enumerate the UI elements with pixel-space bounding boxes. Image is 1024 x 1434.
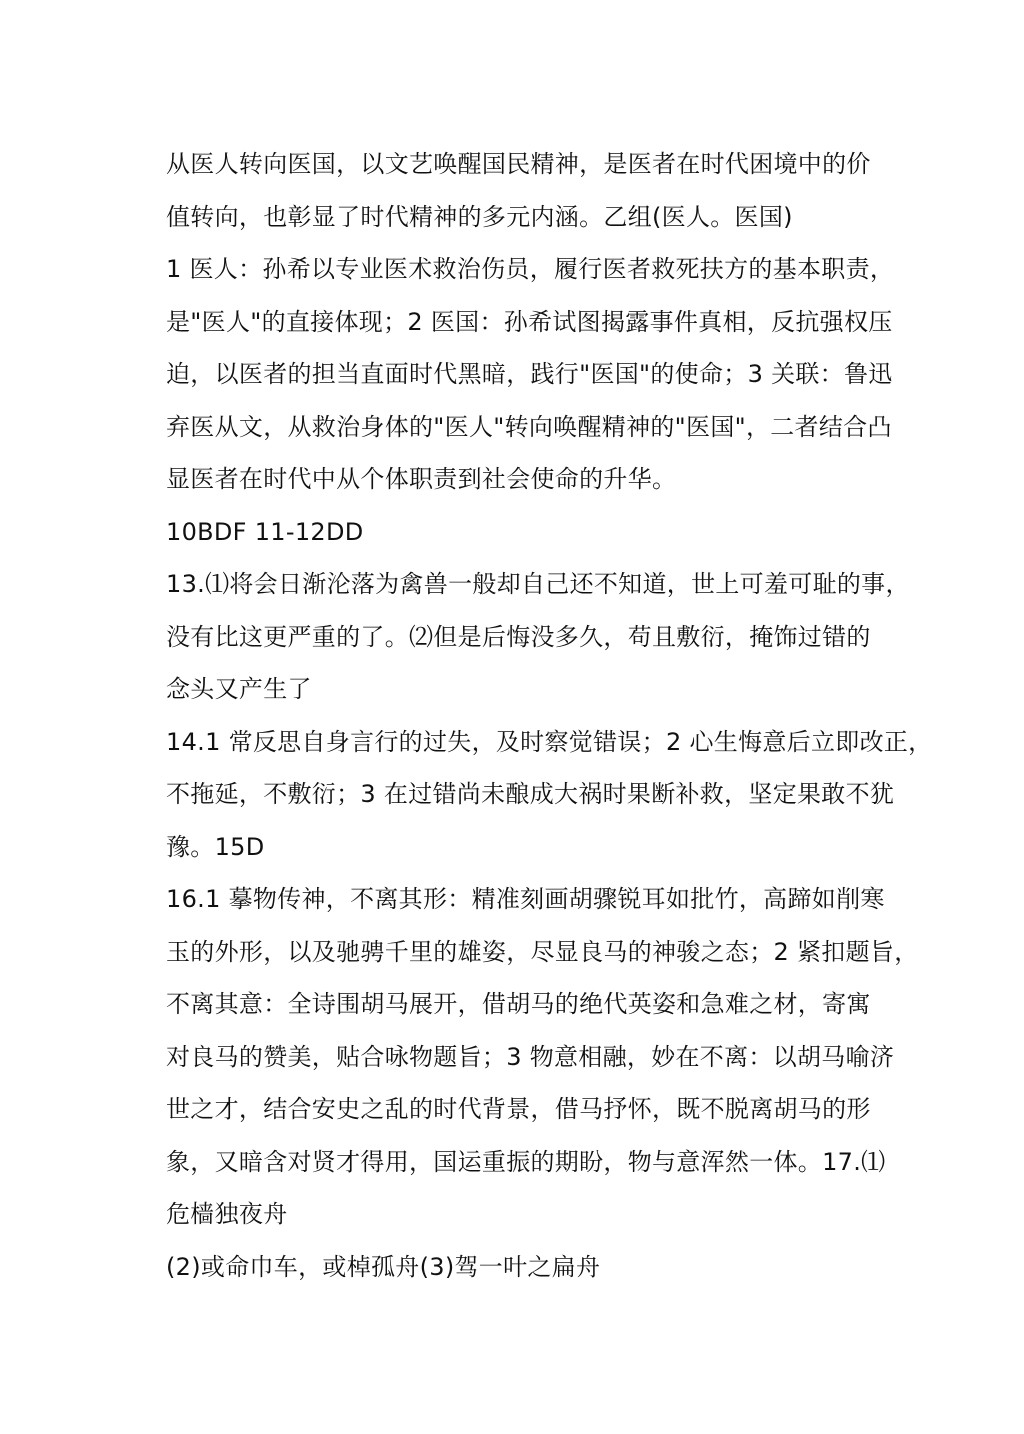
text-line: 13.⑴将会日渐沦落为禽兽一般却自己还不知道，世上可羞可耻的事，: [166, 570, 910, 598]
text-line: 14.1 常反思自身言行的过失，及时察觉错误；2 心生悔意后立即改正，: [166, 727, 933, 756]
text-line: (2)或命巾车，或棹孤舟(3)驾一叶之扁舟: [166, 1252, 601, 1281]
text-line: 1 医人：孙希以专业医术救治伤员，履行医者救死扶方的基本职责，: [166, 255, 895, 283]
text-line: 世之才，结合安史之乱的时代背景，借马抒怀，既不脱离胡马的形: [166, 1095, 871, 1123]
text-line: 豫。15D: [166, 832, 265, 861]
text-line: 不离其意：全诗围胡马展开，借胡马的绝代英姿和急难之材，寄寓: [166, 990, 871, 1018]
answer-text-block: [166, 138, 933, 1293]
text-line: 危樯独夜舟: [166, 1200, 288, 1228]
text-line: 迫，以医者的担当直面时代黑暗，践行"医国"的使命；3 关联：鲁迅: [166, 360, 893, 388]
text-line: 10BDF 11-12DD: [166, 517, 364, 546]
text-line: 没有比这更严重的了。⑵但是后悔没多久，苟且敷衍，掩饰过错的: [166, 622, 871, 651]
text-line: 值转向，也彰显了时代精神的多元内涵。乙组(医人。医国): [166, 202, 793, 231]
text-line: 16.1 摹物传神，不离其形：精准刻画胡骤锐耳如批竹，高蹄如削寒: [166, 885, 885, 913]
text-line: 对良马的赞美，贴合咏物题旨；3 物意相融，妙在不离：以胡马喻济: [166, 1042, 895, 1071]
text-line: 显医者在时代中从个体职责到社会使命的升华。: [166, 465, 677, 493]
text-line: 不拖延，不敷衍；3 在过错尚未酿成大祸时果断补救，坚定果敢不犹: [166, 780, 895, 808]
text-line: 念头又产生了: [166, 675, 312, 703]
text-line: 是"医人"的直接体现；2 医国：孙希试图揭露事件真相，反抗强权压: [166, 307, 893, 336]
text-line: 从医人转向医国，以文艺唤醒国民精神，是医者在时代困境中的价: [166, 150, 871, 178]
text-line: 弃医从文，从救治身体的"医人"转向唤醒精神的"医国"，二者结合凸: [166, 412, 892, 441]
text-line: 玉的外形，以及驰骋千里的雄姿，尽显良马的神骏之态；2 紧扣题旨，: [166, 937, 919, 966]
text-line: 象，又暗含对贤才得用，国运重振的期盼，物与意浑然一体。17.⑴: [166, 1147, 886, 1176]
